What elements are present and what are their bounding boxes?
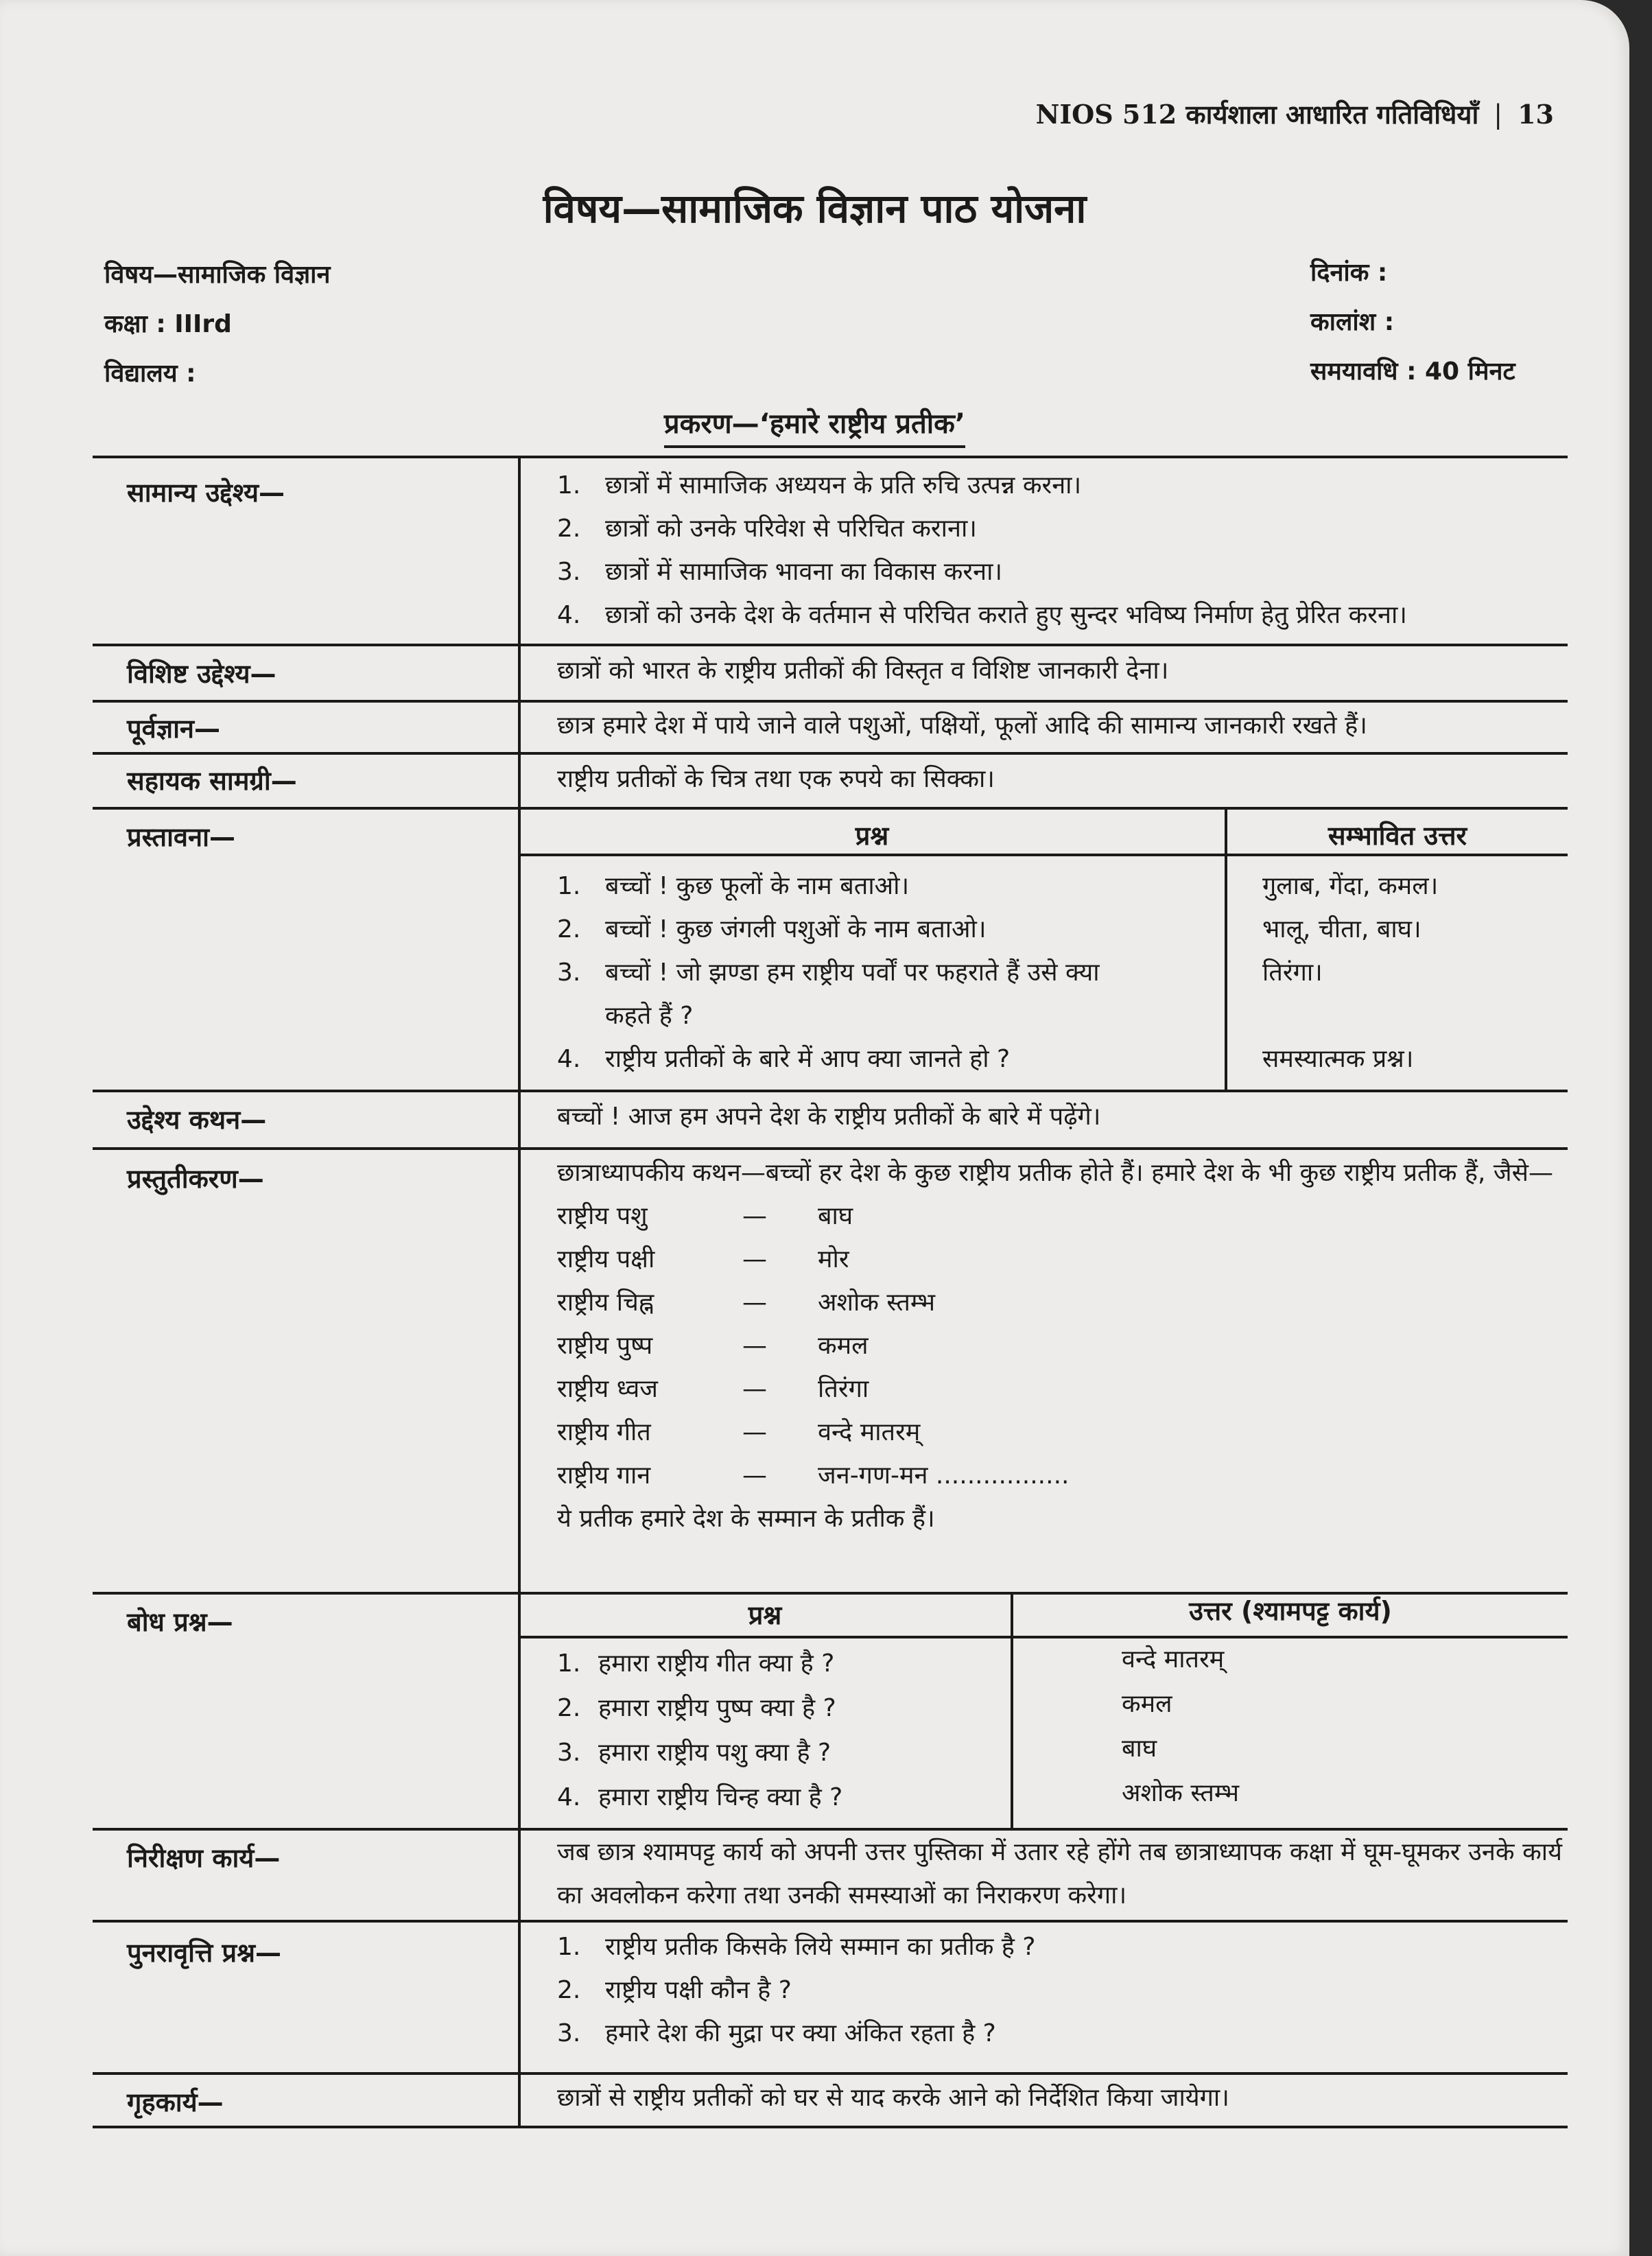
running-head (1036, 96, 1554, 132)
item-number: 2. (557, 1976, 581, 2004)
item-number: 1. (557, 471, 581, 500)
general-objectives-list (557, 464, 1562, 637)
symbol-value: जन-गण-मन ................. (818, 1461, 1070, 1490)
symbol-dash: — (742, 1418, 767, 1446)
symbol-dash: — (742, 1332, 767, 1360)
list-item-continuation (557, 994, 1202, 1037)
table-rule (93, 807, 1568, 810)
question-text: बच्चों ! कुछ जंगली पशुओं के नाम बताओ। (605, 915, 987, 943)
item-number: 3. (557, 2019, 581, 2047)
list-item (557, 1730, 1003, 1775)
comprehension-column-question: प्रश्न (748, 1600, 782, 1630)
list-item (557, 1037, 1202, 1081)
label-teaching-aids: सहायक सामग्री— (127, 766, 297, 796)
item-text: छात्रों में सामाजिक अध्ययन के प्रति रुचि उत्पन्न करना। (605, 471, 1082, 500)
page-title: विषय—सामाजिक विज्ञान पाठ योजना (543, 185, 1087, 232)
comprehension-column-answer: उत्तर (श्यामपट्ट कार्य) (1189, 1596, 1392, 1626)
symbol-value: वन्दे मातरम् (818, 1418, 921, 1446)
table-rule (93, 700, 1568, 703)
label-introduction: प्रस्तावना— (127, 822, 235, 852)
intro-column-question: प्रश्न (855, 821, 889, 851)
symbol-dash: — (742, 1202, 767, 1230)
meta-class: कक्षा : IIIrd (104, 310, 232, 338)
symbol-row (557, 1367, 1562, 1411)
table-rule (93, 456, 1568, 458)
comprehension-questions (557, 1641, 1003, 1820)
symbol-row (557, 1454, 1562, 1497)
item-text: छात्रों में सामाजिक भावना का विकास करना। (605, 558, 1003, 586)
symbol-value: मोर (818, 1245, 849, 1273)
question-text: कहते हैं ? (605, 1002, 694, 1030)
question-text: हमारा राष्ट्रीय पुष्प क्या है ? (598, 1694, 836, 1722)
list-item (557, 1775, 1003, 1820)
teaching-aids-text: राष्ट्रीय प्रतीकों के चित्र तथा एक रुपये का सिक्का। (557, 765, 995, 793)
answer-text: अशोक स्तम्भ (1122, 1779, 1240, 1807)
aim-statement-text: बच्चों ! आज हम अपने देश के राष्ट्रीय प्रतीकों के बारे में पढ़ेंगे। (557, 1103, 1101, 1131)
question-text: हमारा राष्ट्रीय गीत क्या है ? (598, 1649, 835, 1678)
table-rule (93, 2072, 1568, 2075)
symbol-key: राष्ट्रीय पुष्प (557, 1332, 653, 1360)
answer-text: वन्दे मातरम् (1122, 1645, 1225, 1673)
list-item (557, 594, 1562, 637)
meta-date: दिनांक : (1310, 259, 1388, 287)
label-presentation: प्रस्तुतीकरण— (127, 1164, 264, 1194)
symbol-value: कमल (818, 1332, 869, 1360)
table-rule (93, 1147, 1568, 1150)
list-item (557, 464, 1562, 507)
label-recap: पुनरावृत्ति प्रश्न— (127, 1938, 282, 1968)
answer-text: तिरंगा। (1262, 959, 1323, 987)
item-number: 1. (557, 872, 581, 900)
label-prior-knowledge: पूर्वज्ञान— (127, 714, 221, 744)
specific-objective-text: छात्रों को भारत के राष्ट्रीय प्रतीकों की विस्तृत व विशिष्ट जानकारी देना। (557, 657, 1169, 685)
label-specific-objective: विशिष्ट उद्देश्य— (127, 659, 276, 689)
table-rule (93, 1920, 1568, 1923)
item-number: 3. (557, 558, 581, 586)
meta-school: विद्यालय : (104, 360, 196, 388)
answer-text: समस्यात्मक प्रश्न। (1262, 1045, 1414, 1073)
item-text: राष्ट्रीय प्रतीक किसके लिये सम्मान का प्रतीक है ? (605, 1933, 1036, 1961)
item-number: 3. (557, 1739, 581, 1767)
question-text: बच्चों ! कुछ फूलों के नाम बताओ। (605, 872, 910, 900)
topic-text: प्रकरण—‘हमारे राष्ट्रीय प्रतीक’ (664, 408, 965, 448)
table-column-divider (518, 456, 521, 2128)
recap-list (557, 1925, 1562, 2055)
list-item (557, 865, 1202, 908)
label-general-objectives: सामान्य उद्देश्य— (127, 478, 285, 508)
symbol-value: तिरंगा (818, 1375, 869, 1403)
symbol-key: राष्ट्रीय गीत (557, 1418, 651, 1446)
list-item (557, 908, 1202, 951)
running-head-separator: | (1494, 99, 1503, 130)
running-head-title: NIOS 512 कार्यशाला आधारित गतिविधियाँ (1035, 99, 1479, 130)
item-number: 2. (557, 915, 581, 943)
symbol-key: राष्ट्रीय चिह्न (557, 1289, 654, 1317)
table-rule (93, 1090, 1568, 1092)
meta-right (1310, 248, 1515, 397)
presentation-closing: ये प्रतीक हमारे देश के सम्मान के प्रतीक हैं। (557, 1505, 935, 1533)
symbol-key: राष्ट्रीय गान (557, 1461, 651, 1490)
list-item (557, 1641, 1003, 1686)
symbol-dash: — (742, 1245, 767, 1273)
answer-text: भालू, चीता, बाघ। (1262, 915, 1421, 943)
list-item (557, 1686, 1003, 1730)
prior-knowledge-text: छात्र हमारे देश में पाये जाने वाले पशुओं, पक्षियों, फूलों आदि की सामान्य जानकारी रखते हैं। (557, 712, 1367, 740)
question-text: राष्ट्रीय प्रतीकों के बारे में आप क्या जानते हो ? (605, 1045, 1011, 1073)
symbol-dash: — (742, 1375, 767, 1403)
intro-questions (557, 865, 1202, 1081)
symbol-row (557, 1324, 1562, 1367)
label-homework: गृहकार्य— (127, 2087, 224, 2117)
question-text: हमारा राष्ट्रीय पशु क्या है ? (598, 1739, 831, 1767)
answer-text: बाघ (1122, 1735, 1157, 1763)
symbol-dash: — (742, 1461, 767, 1490)
meta-subject: विषय—सामाजिक विज्ञान (104, 261, 331, 289)
item-text: छात्रों को उनके देश के वर्तमान से परिचित कराते हुए सुन्दर भविष्य निर्माण हेतु प्रेरित करना। (605, 601, 1407, 629)
item-number: 2. (557, 1694, 581, 1722)
label-aim-statement: उद्देश्य कथन— (127, 1105, 267, 1135)
comprehension-answers (1122, 1637, 1533, 1816)
answer-text: कमल (1122, 1690, 1172, 1718)
list-item (557, 951, 1202, 994)
symbol-row (557, 1411, 1562, 1454)
item-number: 4. (557, 1045, 581, 1073)
intro-column-answer: सम्भावित उत्तर (1328, 821, 1467, 851)
presentation-intro: छात्राध्यापकीय कथन—बच्चों हर देश के कुछ राष्ट्रीय प्रतीक होते हैं। हमारे देश के भी कुछ राष्ट्रीय प्रतीक हैं, जैसे— (557, 1159, 1553, 1187)
presentation-content (557, 1151, 1562, 1540)
meta-left (104, 250, 330, 399)
item-number: 2. (557, 515, 581, 543)
answer-text: गुलाब, गेंदा, कमल। (1262, 872, 1439, 900)
symbol-row (557, 1238, 1562, 1281)
item-text: राष्ट्रीय पक्षी कौन है ? (605, 1976, 792, 2004)
symbol-row (557, 1195, 1562, 1238)
meta-duration: समयावधि : 40 मिनट (1310, 357, 1515, 386)
list-item (557, 2012, 1562, 2055)
question-text: हमारा राष्ट्रीय चिन्ह क्या है ? (598, 1783, 843, 1811)
homework-text: छात्रों से राष्ट्रीय प्रतीकों को घर से याद करके आने को निर्देशित किया जायेगा। (557, 2084, 1229, 2112)
table-rule (93, 752, 1568, 755)
list-item (557, 507, 1562, 550)
table-rule (93, 644, 1568, 646)
table-rule (93, 2126, 1568, 2128)
symbol-key: राष्ट्रीय पक्षी (557, 1245, 655, 1273)
observation-text: जब छात्र श्यामपट्ट कार्य को अपनी उत्तर पुस्तिका में उतार रहे होंगे तब छात्राध्यापक कक्षा में घूम-घूमकर उनके कार्य का अवलोकन करेगा तथा उनकी समस्याओं का निराकरण करेगा। (557, 1838, 1562, 1910)
intro-answers (1262, 865, 1564, 1081)
list-item (557, 1969, 1562, 2012)
label-comprehension: बोध प्रश्न— (127, 1607, 233, 1637)
symbol-value: अशोक स्तम्भ (818, 1289, 936, 1317)
subtable-header-rule (519, 854, 1568, 856)
meta-period: कालांश : (1310, 308, 1395, 336)
symbol-key: राष्ट्रीय ध्वज (557, 1375, 658, 1403)
symbol-row (557, 1281, 1562, 1324)
symbol-key: राष्ट्रीय पशु (557, 1202, 648, 1230)
item-text: हमारे देश की मुद्रा पर क्या अंकित रहता है ? (605, 2019, 996, 2047)
question-text: बच्चों ! जो झण्डा हम राष्ट्रीय पर्वों पर फहराते हैं उसे क्या (605, 959, 1100, 987)
item-number: 1. (557, 1649, 581, 1678)
item-number: 4. (557, 1783, 581, 1811)
list-item (557, 550, 1562, 594)
symbol-dash: — (742, 1289, 767, 1317)
topic-heading (0, 403, 1629, 441)
item-number: 1. (557, 1933, 581, 1961)
label-observation: निरीक्षण कार्य— (127, 1843, 281, 1873)
item-number: 3. (557, 959, 581, 987)
list-item (557, 1925, 1562, 1969)
item-text: छात्रों को उनके परिवेश से परिचित कराना। (605, 515, 977, 543)
symbol-value: बाघ (818, 1202, 853, 1230)
page-number: 13 (1518, 99, 1554, 130)
item-number: 4. (557, 601, 581, 629)
